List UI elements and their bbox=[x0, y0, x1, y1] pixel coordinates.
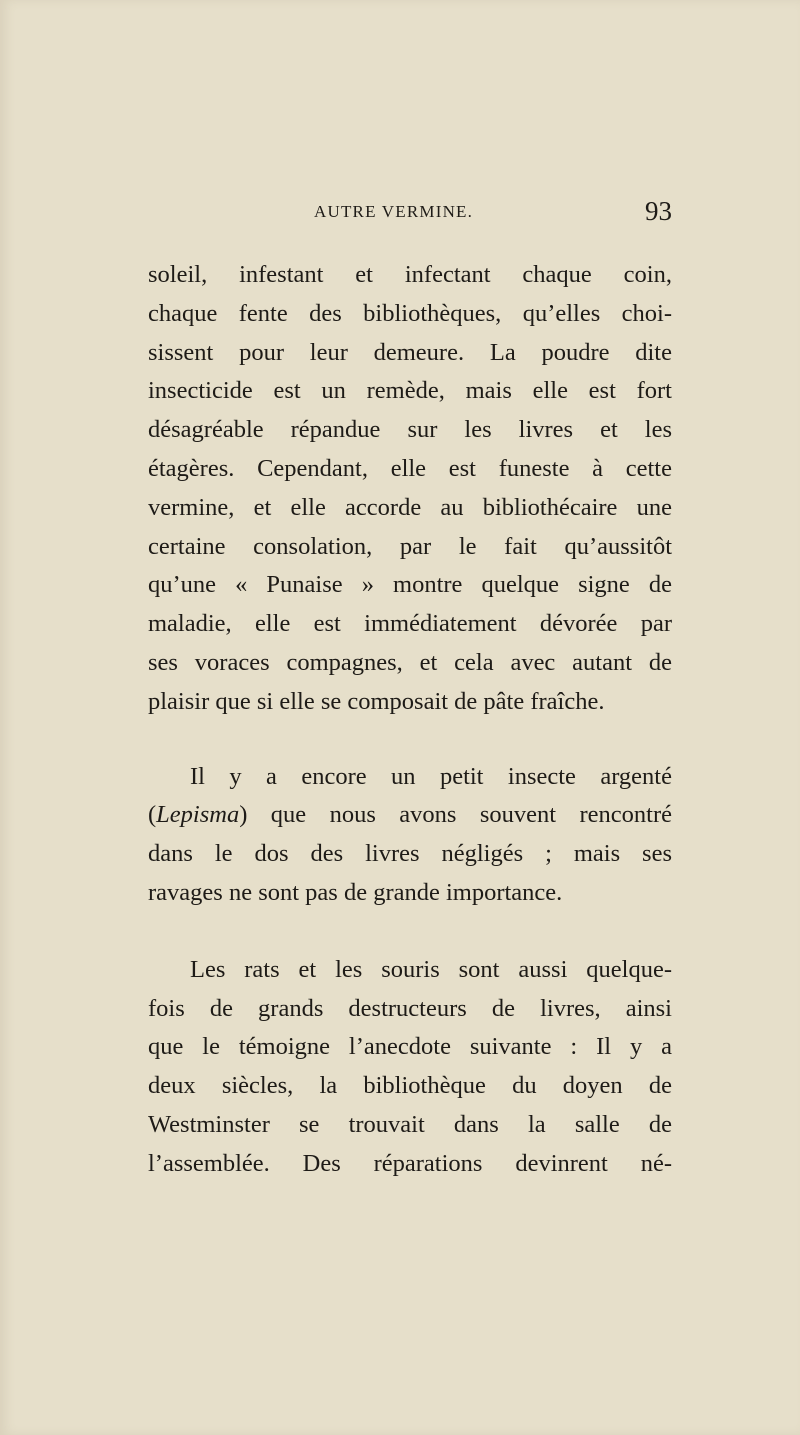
text-line: sissent pour leur demeure. La poudre dite bbox=[148, 338, 672, 366]
text-line bbox=[148, 796, 672, 835]
text-line: que le témoigne l’anecdote suivante : Il y a bbox=[148, 1033, 672, 1061]
text-line: Il y a encore un petit insecte argenté bbox=[190, 762, 672, 790]
text-line: deux siècles, la bibliothèque du doyen de bbox=[148, 1072, 672, 1100]
page-number: 93 bbox=[645, 196, 672, 226]
text-line: plaisir que si elle se composait de pâte fraîche. bbox=[148, 687, 605, 715]
text-line: insecticide est un remède, mais elle est fort bbox=[148, 377, 672, 405]
text-line: Westminster se trouvait dans la salle de bbox=[148, 1110, 672, 1138]
text-line: désagréable répandue sur les livres et les bbox=[148, 416, 672, 444]
text-line: qu’une « Punaise » montre quelque signe de bbox=[148, 571, 672, 599]
running-title: AUTRE VERMINE. bbox=[314, 202, 474, 221]
text-line: chaque fente des bibliothèques, qu’elles choi- bbox=[148, 299, 672, 327]
text-line: ravages ne sont pas de grande importance. bbox=[148, 878, 563, 906]
paragraph-1 bbox=[148, 256, 672, 722]
text-line: fois de grands destructeurs de livres, ainsi bbox=[148, 994, 672, 1022]
paragraph-3 bbox=[148, 951, 672, 1184]
running-head bbox=[148, 196, 672, 236]
paragraph-2 bbox=[148, 758, 672, 913]
text-line: soleil, infestant et infectant chaque coin, bbox=[148, 261, 672, 288]
open-paren: ( bbox=[148, 801, 157, 829]
text-line: étagères. Cependant, elle est funeste à cette bbox=[148, 454, 672, 482]
italic-term: Lepisma bbox=[156, 801, 240, 829]
text-line: l’assemblée. Des réparations devinrent né- bbox=[148, 1149, 672, 1177]
text-line: Les rats et les souris sont aussi quelque- bbox=[190, 955, 672, 983]
text-line: certaine consolation, par le fait qu’aussitôt bbox=[148, 532, 672, 560]
text-line: ses voraces compagnes, et cela avec autant de bbox=[148, 648, 672, 676]
text-line: vermine, et elle accorde au bibliothécaire une bbox=[148, 493, 672, 521]
body-text bbox=[148, 256, 672, 1184]
text-line: dans le dos des livres négligés ; mais ses bbox=[148, 840, 672, 868]
line-continuation: ) que nous avons souvent rencontré bbox=[239, 801, 672, 829]
text-line: maladie, elle est immédiatement dévorée par bbox=[148, 610, 672, 638]
